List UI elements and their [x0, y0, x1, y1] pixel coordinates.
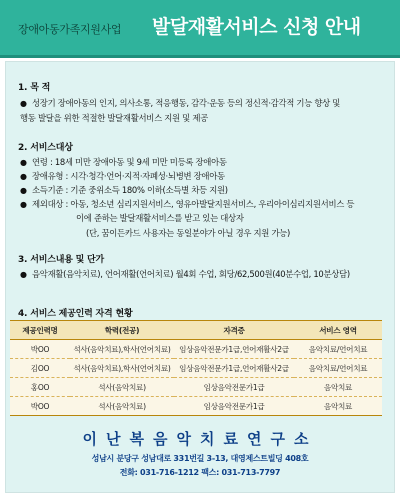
header-banner — [0, 0, 400, 58]
service-item — [20, 267, 386, 282]
section-staff-heading: 4. 서비스 제공인력 자격 현황 — [18, 309, 133, 319]
purpose-bullet — [20, 96, 386, 111]
table-cell: 임상음악전문가1급 — [174, 378, 294, 397]
bullet-icon: ● — [20, 99, 27, 108]
target-item — [20, 183, 386, 198]
service-item-text: 음악재활(음악치료), 언어재활(언어치료) 월4회 수업, 회당/62,500원(40분수업, 10분상담) — [32, 269, 350, 279]
table-row — [10, 340, 382, 359]
target-item — [20, 169, 386, 184]
target-item-age: 연령 : 18세 미만 장애아동 및 9세 미만 미등록 장애아동 — [32, 157, 227, 167]
organization-name: 이난복음악치료연구소 — [82, 430, 318, 448]
bullet-icon: ● — [20, 270, 27, 279]
table-cell: 석사(음악치료) — [70, 378, 174, 397]
organization-contact: 전화: 031-716-1212 팩스: 031-713-7797 — [119, 468, 281, 477]
table-cell: 임상음악전문가1급,언어재활사2급 — [174, 340, 294, 359]
target-item-excluded: 제외대상 : 아동, 청소년 심리지원서비스, 영유아발달지원서비스, 우리아이심리지원서비스 등 — [32, 199, 355, 209]
section-service-heading: 3. 서비스내용 및 단가 — [18, 255, 105, 265]
table-cell: 임상음악전문가1급 — [174, 397, 294, 416]
table-cell: 임상음악전문가1급,언어재활사2급 — [174, 359, 294, 378]
table-cell: 음악치료 — [294, 378, 382, 397]
bullet-icon: ● — [20, 200, 27, 209]
table-row — [10, 378, 382, 397]
table-cell: 음악치료/언어치료 — [294, 340, 382, 359]
table-cell: 홍OO — [10, 378, 70, 397]
purpose-line-2: 행동 발달을 위한 적절한 발달재활서비스 지원 및 제공 — [20, 113, 208, 123]
table-cell: 박OO — [10, 340, 70, 359]
organization-address: 성남시 분당구 성남대로 331번길 3-13, 대영제스트빌딩 408호 — [91, 454, 309, 463]
section-purpose-heading: 1. 목 적 — [18, 83, 51, 93]
table-cell: 석사(음악치료),학사(언어치료) — [70, 340, 174, 359]
table-row — [10, 397, 382, 416]
column-header: 학력(전공) — [70, 321, 174, 340]
target-item — [20, 155, 386, 170]
table-row — [10, 359, 382, 378]
header-subtitle: 장애아동가족지원사업 — [18, 23, 122, 36]
excluded-continuation: 이에 준하는 발달재활서비스를 받고 있는 대상자 — [76, 213, 244, 223]
page-title: 발달재활서비스 신청 안내 — [152, 16, 361, 38]
section-target-heading: 2. 서비스대상 — [18, 143, 73, 153]
column-header: 서비스 영역 — [294, 321, 382, 340]
purpose-line-1: 성장기 장애아동의 인지, 의사소통, 적응행동, 감각·운동 등의 정신적·감각적 기능 향상 및 — [32, 98, 341, 108]
bullet-icon: ● — [20, 158, 27, 167]
table-cell: 박OO — [10, 397, 70, 416]
bullet-icon: ● — [20, 186, 27, 195]
table-cell: 음악치료 — [294, 397, 382, 416]
table-cell: 석사(음악치료) — [70, 397, 174, 416]
excluded-note: (단, 꿈이든카드 사용자는 동일분야가 아닐 경우 지원 가능) — [86, 228, 291, 238]
column-header: 제공인력명 — [10, 321, 70, 340]
target-item-type: 장애유형 : 시각·청각·언어·지적·자폐성·뇌병변 장애아동 — [32, 171, 225, 181]
table-cell: 음악치료/언어치료 — [294, 359, 382, 378]
column-header: 자격증 — [174, 321, 294, 340]
staff-table — [10, 320, 382, 416]
table-header-row — [10, 321, 382, 340]
target-item-income: 소득기준 : 기준 중위소득 180% 이하(소득별 차등 지원) — [32, 185, 228, 195]
table-cell: 석사(음악치료),학사(언어치료) — [70, 359, 174, 378]
table-cell: 김OO — [10, 359, 70, 378]
bullet-icon: ● — [20, 172, 27, 181]
target-item — [20, 197, 386, 212]
